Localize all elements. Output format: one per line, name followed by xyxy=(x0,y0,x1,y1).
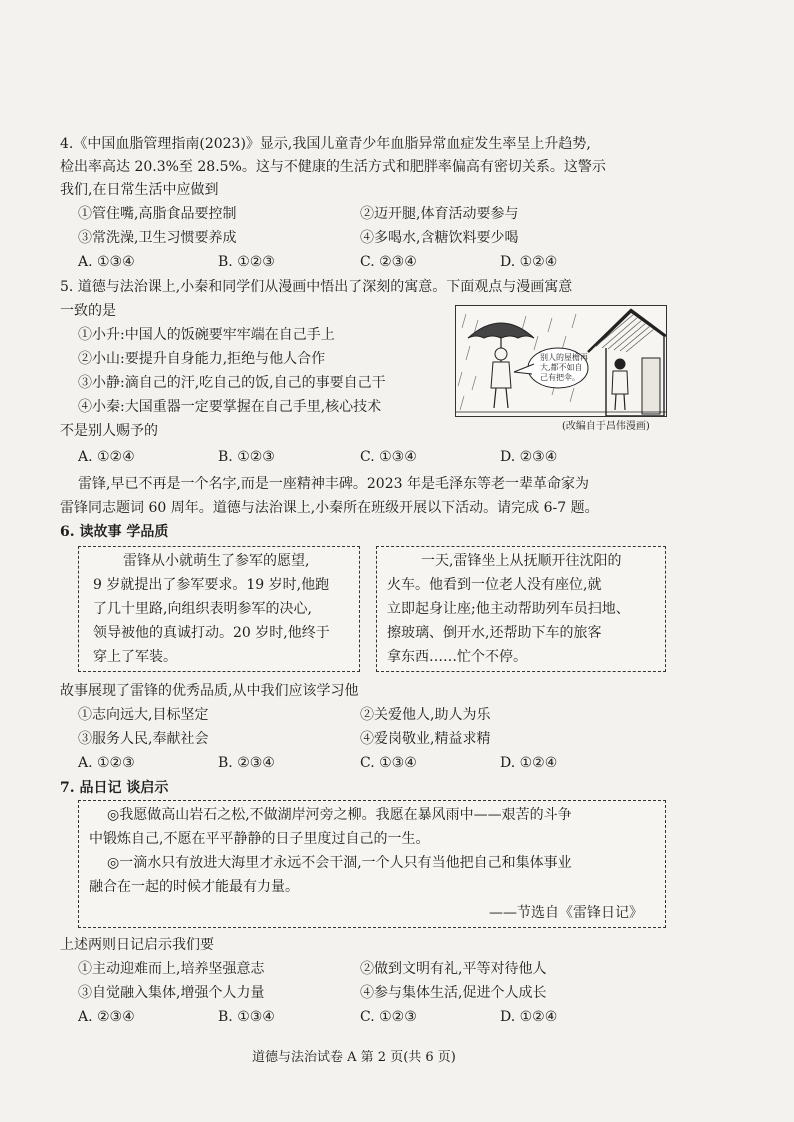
comic-caption: (改编自于昌伟漫画) xyxy=(562,421,650,432)
q6-box2-line2: 火车。他看到一位老人没有座位,就 xyxy=(387,577,602,593)
q7-box-line4: 融合在一起的时候才能最有力量。 xyxy=(89,879,299,895)
q7-diary-box xyxy=(78,800,666,928)
q6-title: 6. 读故事 学品质 xyxy=(60,524,169,540)
q4-statement-2: ②迈开腿,体育活动要参与 xyxy=(360,206,519,222)
q7-statement-1: ①主动迎难而上,培养坚强意志 xyxy=(78,961,265,977)
q6-box1-line2: 9 岁就提出了参军要求。19 岁时,他跑 xyxy=(93,577,330,593)
q4-option-d: D. ①②④ xyxy=(500,254,558,270)
q4-stem-line2: 检出率高达 20.3%至 28.5%。这与不健康的生活方式和肥胖率偏高有密切关系。这警示 xyxy=(60,159,606,175)
q6-box1-line3: 了几十里路,向组织表明参军的决心, xyxy=(93,601,312,617)
q4-option-b: B. ①②③ xyxy=(218,254,275,270)
q7-source: ——节选自《雷锋日记》 xyxy=(489,905,643,921)
q7-box-line2: 中锻炼自己,不愿在平平静静的日子里度过自己的一生。 xyxy=(89,831,430,847)
q6-statement-2: ②关爱他人,助人为乐 xyxy=(360,707,491,723)
q6-box2-line5: 拿东西……忙个不停。 xyxy=(387,649,527,665)
q7-statement-2: ②做到文明有礼,平等对待他人 xyxy=(360,961,547,977)
q5-statement-4b: 不是别人赐予的 xyxy=(60,423,158,439)
q7-option-a: A. ②③④ xyxy=(78,1009,135,1025)
q7-box-line1: ◎我愿做高山岩石之松,不做湖岸河旁之柳。我愿在暴风雨中——艰苦的斗争 xyxy=(107,807,572,823)
q6-option-b: B. ②③④ xyxy=(218,755,275,771)
comic-bubble-line2: 大,都不如自 xyxy=(540,363,583,372)
q5-statement-3: ③小静:滴自己的汗,吃自己的饭,自己的事要自己干 xyxy=(78,375,386,391)
q4-statement-3: ③常洗澡,卫生习惯要养成 xyxy=(78,230,237,246)
q6-option-d: D. ①②④ xyxy=(500,755,558,771)
q6-box1-line1: 雷锋从小就萌生了参军的愿望, xyxy=(123,553,310,569)
comic-bubble-line3: 己有把伞。 xyxy=(540,373,580,382)
q5-statement-1: ①小升:中国人的饭碗要牢牢端在自己手上 xyxy=(78,327,335,343)
q7-statement-4: ④参与集体生活,促进个人成长 xyxy=(360,985,547,1001)
q7-title: 7. 品日记 谈启示 xyxy=(60,780,169,796)
q4-statement-1: ①管住嘴,高脂食品要控制 xyxy=(78,206,237,222)
q5-option-c: C. ①③④ xyxy=(360,449,417,465)
q7-option-b: B. ①③④ xyxy=(218,1009,275,1025)
q7-statement-3: ③自觉融入集体,增强个人力量 xyxy=(78,985,265,1001)
q4-option-a: A. ①③④ xyxy=(78,254,135,270)
q7-box-line3: ◎一滴水只有放进大海里才永远不会干涸,一个人只有当他把自己和集体事业 xyxy=(107,855,572,871)
q6-option-c: C. ①③④ xyxy=(360,755,417,771)
q4-option-c: C. ②③④ xyxy=(360,254,417,270)
q6-story-box-1 xyxy=(78,546,360,672)
q6-box2-line3: 立即起身让座;他主动帮助列车员扫地、 xyxy=(387,601,630,617)
q4-stem-line1: 4.《中国血脂管理指南(2023)》显示,我国儿童青少年血脂异常血症发生率呈上升趋势, xyxy=(60,136,591,152)
q5-stem-line1: 5. 道德与法治课上,小秦和同学们从漫画中悟出了深刻的寓意。下面观点与漫画寓意 xyxy=(60,279,573,295)
q6-story-box-2 xyxy=(376,546,666,672)
q6-statement-3: ③服务人民,奉献社会 xyxy=(78,731,209,747)
q5-option-b: B. ①②③ xyxy=(218,449,275,465)
page-footer: 道德与法治试卷 A 第 2 页(共 6 页) xyxy=(252,1050,456,1065)
q6-box1-line5: 穿上了军装。 xyxy=(93,649,177,665)
q4-stem-line3: 我们,在日常生活中应做到 xyxy=(60,182,219,198)
q6-option-a: A. ①②③ xyxy=(78,755,135,771)
q6-statement-1: ①志向远大,目标坚定 xyxy=(78,707,209,723)
q7-option-d: D. ①②④ xyxy=(500,1009,558,1025)
q7-option-c: C. ①②③ xyxy=(360,1009,417,1025)
q6-stem: 故事展现了雷锋的优秀品质,从中我们应该学习他 xyxy=(60,683,359,699)
intro-line1: 雷锋,早已不再是一个名字,而是一座精神丰碑。2023 年是毛泽东等老一辈革命家为 xyxy=(78,476,589,492)
q4-statement-4: ④多喝水,含糖饮料要少喝 xyxy=(360,230,519,246)
q5-stem-line2: 一致的是 xyxy=(60,303,116,319)
q6-statement-4: ④爱岗敬业,精益求精 xyxy=(360,731,491,747)
q6-box2-line1: 一天,雷锋坐上从抚顺开往沈阳的 xyxy=(421,553,622,569)
q5-option-d: D. ②③④ xyxy=(500,449,558,465)
q5-statement-4a: ④小秦:大国重器一定要掌握在自己手里,核心技术 xyxy=(78,399,382,415)
q7-stem: 上述两则日记启示我们要 xyxy=(60,937,214,953)
q6-box1-line4: 领导被他的真诚打动。20 岁时,他终于 xyxy=(93,625,330,641)
comic-illustration xyxy=(455,305,667,417)
q6-box2-line4: 擦玻璃、倒开水,还帮助下车的旅客 xyxy=(387,625,602,641)
intro-line2: 雷锋同志题词 60 周年。道德与法治课上,小秦所在班级开展以下活动。请完成 6-7 题。 xyxy=(60,500,599,516)
q5-statement-2: ②小山:要提升自身能力,拒绝与他人合作 xyxy=(78,351,326,367)
q5-option-a: A. ①②④ xyxy=(78,449,135,465)
comic-bubble-line1: 别人的屋檐再 xyxy=(540,353,588,362)
